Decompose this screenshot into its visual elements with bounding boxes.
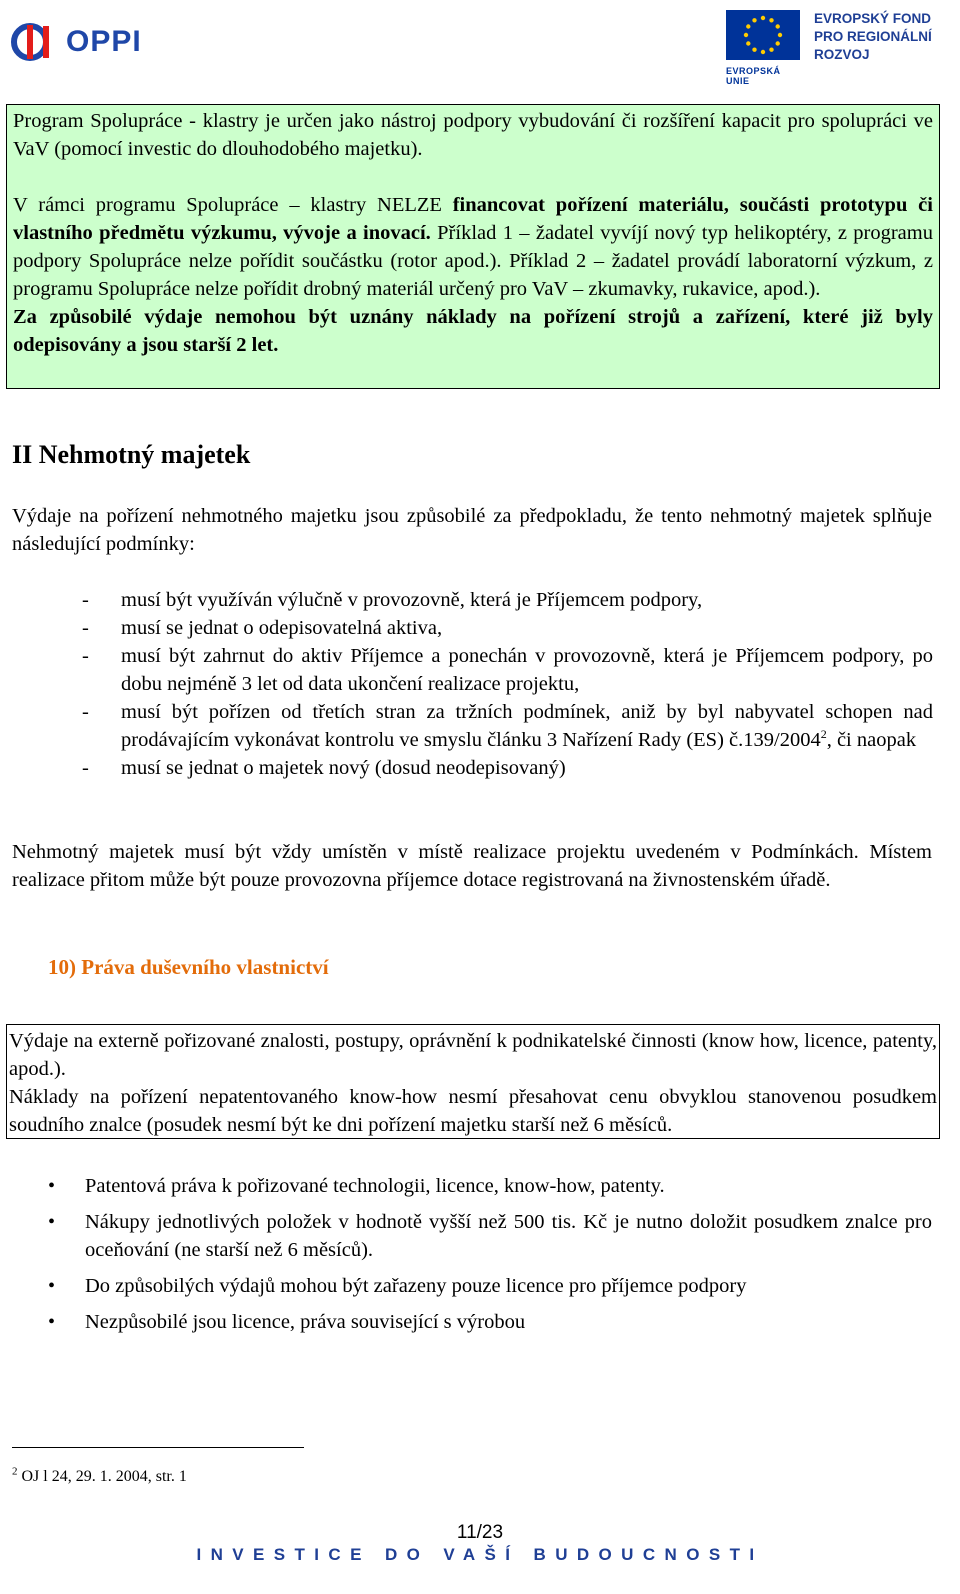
dash-marker: - [82,645,89,667]
cooperation-info-box [6,104,940,389]
dash-marker: - [82,757,89,779]
list-item-text: musí se jednat o odepisovatelná aktiva, [121,617,443,639]
bullet-marker: • [48,1311,56,1333]
list-item-text: musí se jednat o majetek nový (dosud neodepisovaný) [121,757,566,779]
page-header [0,8,960,86]
oppi-logo [10,16,142,68]
eu-fund-text [814,10,932,86]
oppi-logo-text: OPPI [66,25,142,58]
eu-fund-line: PRO REGIONÁLNÍ [814,29,932,44]
list-item [0,754,933,782]
list-item-text: musí být využíván výlučně v provozovně, která je Příjemcem podpory, [121,589,703,611]
list-item-text: Nezpůsobilé jsou licence, práva související s výrobou [85,1311,526,1333]
info-paragraph [13,191,933,303]
list-item [0,1308,932,1336]
footnote [12,1465,187,1486]
bullet-marker: • [48,1275,56,1297]
eu-fund-line: ROZVOJ [814,47,870,62]
list-item-text: , či naopak [826,729,917,751]
section-heading-ip-rights: 10) Práva duševního vlastnictví [48,955,329,979]
dash-marker: - [82,617,89,639]
list-item [0,698,933,754]
dash-marker: - [82,589,89,611]
dash-marker: - [82,701,89,723]
eu-fund-line: EVROPSKÝ FOND [814,11,932,26]
bullet-marker: • [48,1175,56,1197]
list-item-text: Patentová práva k pořizované technologii, licence, know-how, patenty. [85,1175,665,1197]
footnote-divider [12,1447,304,1448]
info-paragraph-bold [13,303,933,359]
page-number: 11/23 [456,1522,504,1543]
info-paragraph: Program Spolupráce - klastry je určen jako nástroj podpory vybudování či rozšíření kapacit pro spolupráci ve VaV (pomocí investic do dlouhodobého majetku). [13,110,933,160]
section-heading-intangible: II Nehmotný majetek [12,440,251,469]
list-item-text: Do způsobilých výdajů mohou být zařazeny pouze licence pro příjemce podpory [85,1275,747,1297]
list-item [0,1208,932,1264]
list-item-text: musí být zahrnut do aktiv Příjemce a ponechán v provozovně, která je Příjemcem podpory, po dobu nejméně 3 let od data ukončení realizace projektu, [121,645,933,695]
intangible-intro: Výdaje na pořízení nehmotného majetku jsou způsobilé za předpokladu, že tento nehmotný majetek splňuje následující podmínky: [12,505,932,555]
list-item [0,642,933,698]
footer-slogan: INVESTICE DO VAŠÍ BUDOUCNOSTI [196,1545,764,1564]
intangible-conditions-list [0,586,960,782]
info-emphasis: financovat pořízení materiálu, součásti prototypu či vlastního předmětu výzkumu, vývoje a inovací. [13,194,933,244]
footnote-text: OJ l 24, 29. 1. 2004, str. 1 [21,1468,187,1485]
info-text: V rámci programu Spolupráce – klastry NELZE [13,194,453,216]
list-item-text: Nákupy jednotlivých položek v hodnotě vyšší než 500 tis. Kč je nutno doložit posudkem znalce pro oceňování (ne starší než 6 měsíců). [85,1211,932,1261]
intangible-location-paragraph: Nehmotný majetek musí být vždy umístěn v místě realizace projektu uvedeném v Podmínkách. Místem realizace přitom může být pouze provozovna příjemce dotace registrovaná na živnostenském úřadě. [12,841,932,891]
list-item [0,1272,932,1300]
eu-flag-icon [726,10,800,60]
footnote-number: 2 [12,1465,18,1478]
ip-rights-list [0,1172,932,1344]
info-emphasis: Za způsobilé výdaje nemohou být uznány náklady na pořízení strojů a zařízení, které již byly odepisovány a jsou starší 2 let. [13,306,933,356]
oppi-logo-icon [10,20,54,64]
footnote-reference[interactable]: 2 [820,727,827,742]
bullet-marker: • [48,1211,56,1233]
eu-label: EVROPSKÁ UNIE [726,66,781,86]
list-item [0,1172,932,1200]
list-item [0,614,933,642]
ip-paragraph: Náklady na pořízení nepatentovaného know-how nesmí přesahovat cenu obvyklou stanovenou posudkem soudního znalce (posudek nesmí být ke dni pořízení majetku starší než 6 měsíců. [9,1086,937,1136]
list-item [0,586,933,614]
info-text: Příklad 1 – žadatel vyvíjí nový typ helikoptéry, z programu podpory Spolupráce nelze pořídit součástku (rotor apod.). Příklad 2 – žadatel provádí laboratorní výzkum, z programu Spolupráce nelze pořídit drobný materiál určený pro VaV – zkumavky, rukavice, apod.). [13,222,933,300]
ip-rights-box [6,1024,940,1139]
eu-fund-logo [726,10,932,86]
ip-paragraph: Výdaje na externě pořizované znalosti, postupy, oprávnění k podnikatelské činnosti (know how, licence, patenty, apod.). [9,1030,937,1080]
list-item-text: musí být pořízen od třetích stran za tržních podmínek, aniž by byl nabyvatel schopen nad prodávajícím vykonávat kontrolu ve smyslu článku 3 Nařízení Rady (ES) č.139/2004 [121,701,933,751]
